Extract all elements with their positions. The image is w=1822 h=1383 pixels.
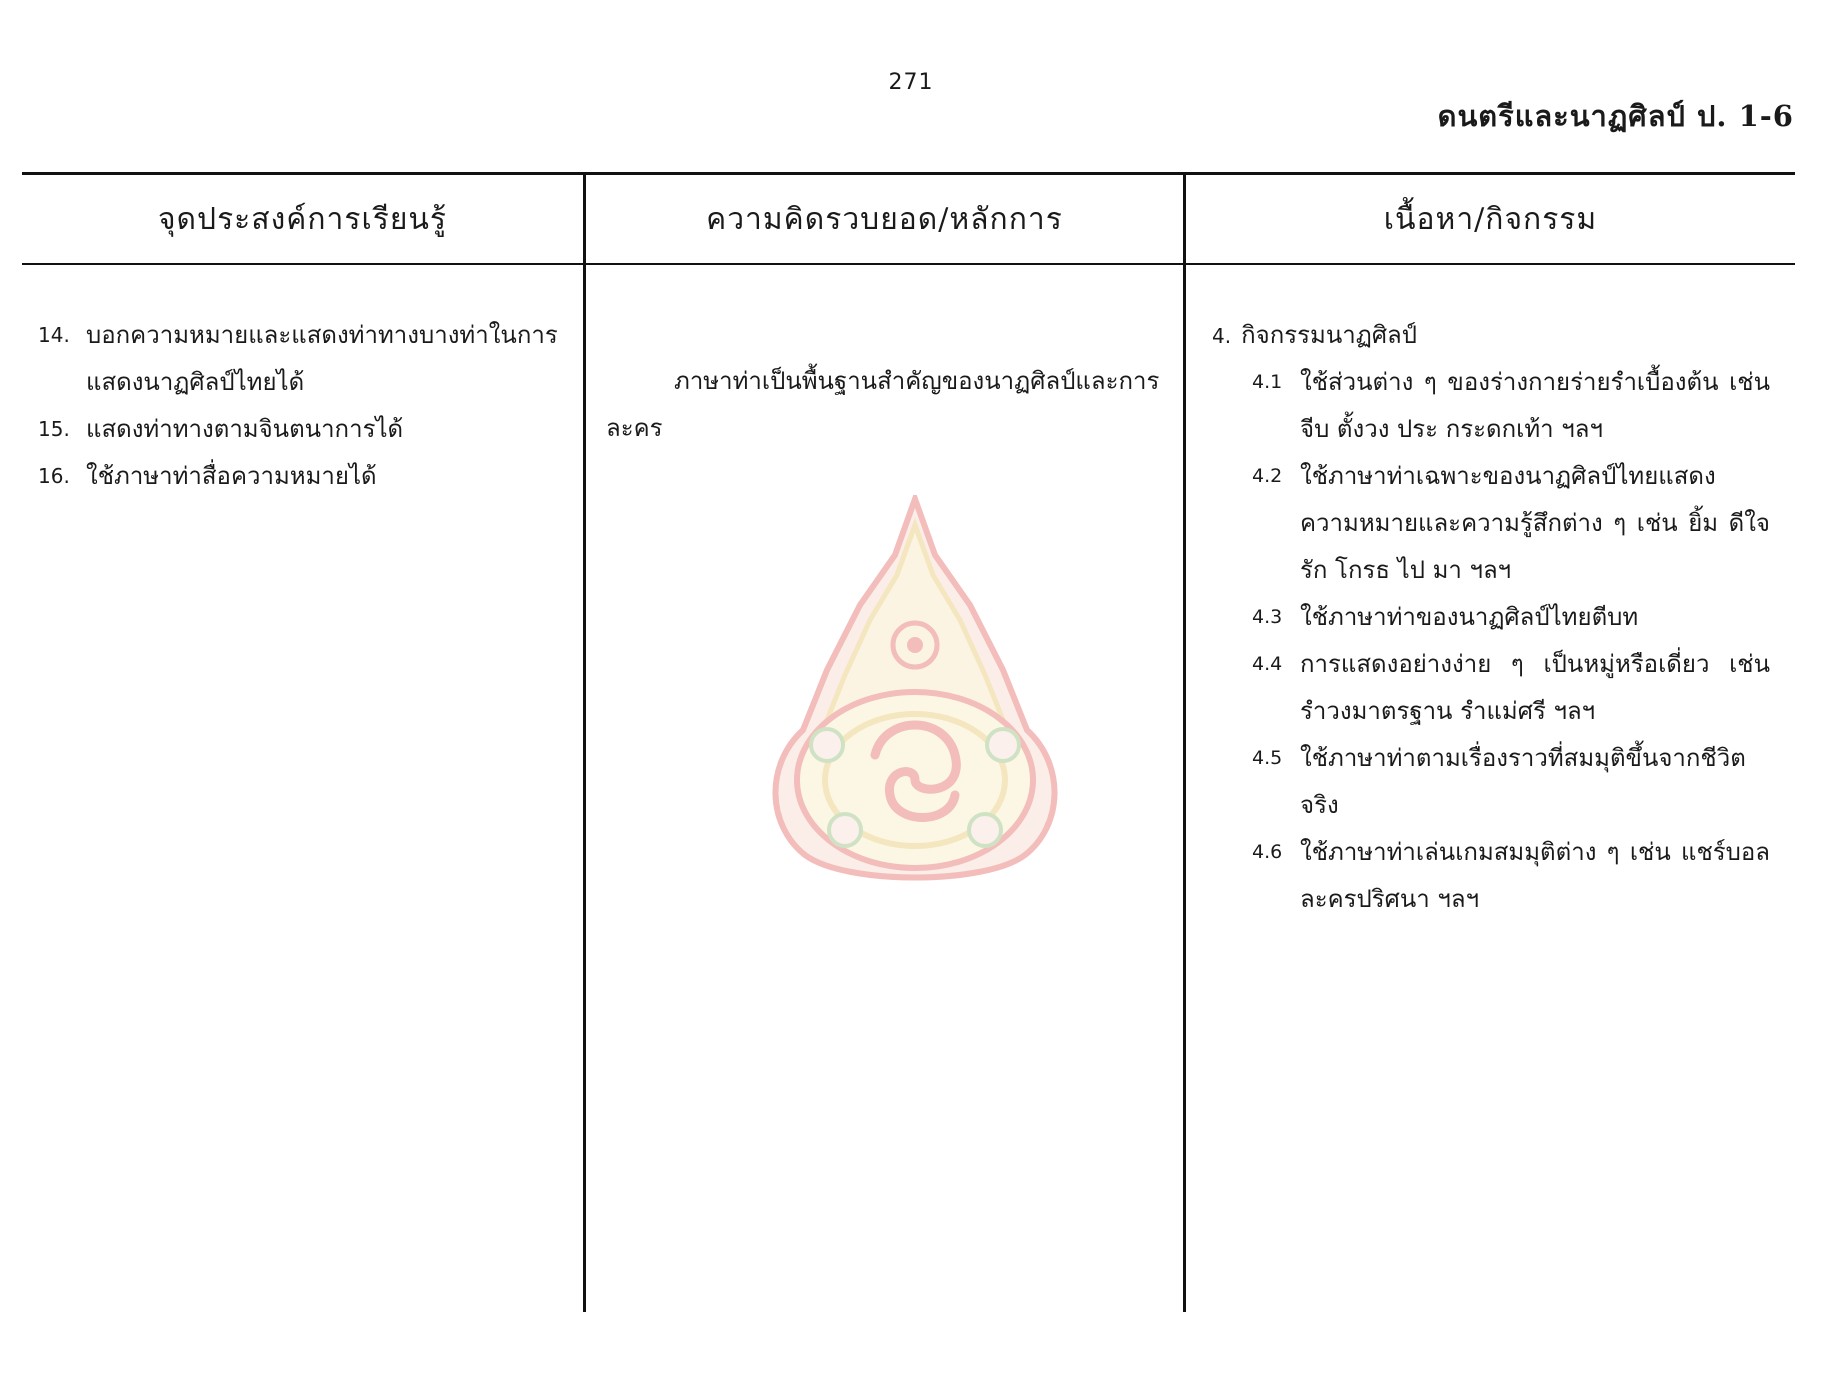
- column-header-content: เนื้อหา/กิจกรรม: [1383, 202, 1598, 237]
- activity-item: [1252, 641, 1770, 735]
- objective-number: 15.: [38, 417, 70, 441]
- activity-item: [1252, 453, 1770, 594]
- office-emblem-icon: [765, 495, 1065, 885]
- concept-text: ภาษาท่าเป็นพื้นฐานสำคัญของนาฏศิลป์และการละคร: [606, 367, 1160, 442]
- objective-item: [38, 406, 578, 453]
- objective-number: 14.: [38, 323, 70, 347]
- page-number: 271: [888, 70, 934, 95]
- table-header-rule: [22, 263, 1795, 265]
- objective-item: [38, 453, 578, 500]
- activity-item: [1252, 735, 1770, 829]
- activity-text: ใช้ภาษาท่าเฉพาะของนาฏศิลป์ไทยแสดงความหมายและความรู้สึกต่าง ๆ เช่น ยิ้ม ดีใจ รัก โกรธ ไป มา ฯลฯ: [1300, 462, 1770, 584]
- activity-item: [1252, 594, 1770, 641]
- column-header-concept: ความคิดรวบยอด/หลักการ: [706, 202, 1063, 237]
- column-divider-2: [1183, 172, 1186, 1312]
- objective-text: แสดงท่าทางตามจินตนาการได้: [86, 415, 404, 443]
- activity-number: 4.6: [1252, 841, 1283, 863]
- activity-heading-text: กิจกรรมนาฏศิลป์: [1241, 321, 1417, 349]
- activity-item: [1252, 359, 1770, 453]
- objective-item: [38, 312, 578, 406]
- activities-list: [1252, 359, 1770, 923]
- activity-text: การแสดงอย่างง่าย ๆ เป็นหมู่หรือเดี่ยว เช่น รำวงมาตรฐาน รำแม่ศรี ฯลฯ: [1300, 650, 1770, 725]
- column-divider-1: [583, 172, 586, 1312]
- objective-text: ใช้ภาษาท่าสื่อความหมายได้: [86, 462, 377, 490]
- activity-text: ใช้ภาษาท่าตามเรื่องราวที่สมมุติขึ้นจากชีวิตจริง: [1300, 744, 1746, 819]
- activity-text: ใช้ภาษาท่าเล่นเกมสมมุติต่าง ๆ เช่น แชร์บอล ละครปริศนา ฯลฯ: [1300, 838, 1770, 913]
- objectives-list: [38, 312, 578, 500]
- objective-text: บอกความหมายและแสดงท่าทางบางท่าในการแสดงนาฏศิลป์ไทยได้: [86, 321, 558, 396]
- activity-number: 4.4: [1252, 653, 1283, 675]
- column-header-objectives: จุดประสงค์การเรียนรู้: [157, 202, 448, 237]
- activity-number: 4.1: [1252, 371, 1283, 393]
- activity-text: ใช้ส่วนต่าง ๆ ของร่างกายร่ายรำเบื้องต้น เช่น จีบ ตั้งวง ประ กระดกเท้า ฯลฯ: [1300, 368, 1770, 443]
- objective-number: 16.: [38, 464, 70, 488]
- activity-number: 4.5: [1252, 747, 1283, 769]
- subject-title: ดนตรีและนาฏศิลป์ ป. 1-6: [1437, 99, 1794, 133]
- activity-heading-number: 4.: [1212, 324, 1232, 348]
- activity-text: ใช้ภาษาท่าของนาฏศิลป์ไทยตีบท: [1300, 603, 1639, 631]
- activity-number: 4.3: [1252, 606, 1283, 628]
- activity-heading: [1212, 312, 1417, 360]
- table-top-rule: [22, 172, 1795, 175]
- activity-number: 4.2: [1252, 465, 1283, 487]
- activity-item: [1252, 829, 1770, 923]
